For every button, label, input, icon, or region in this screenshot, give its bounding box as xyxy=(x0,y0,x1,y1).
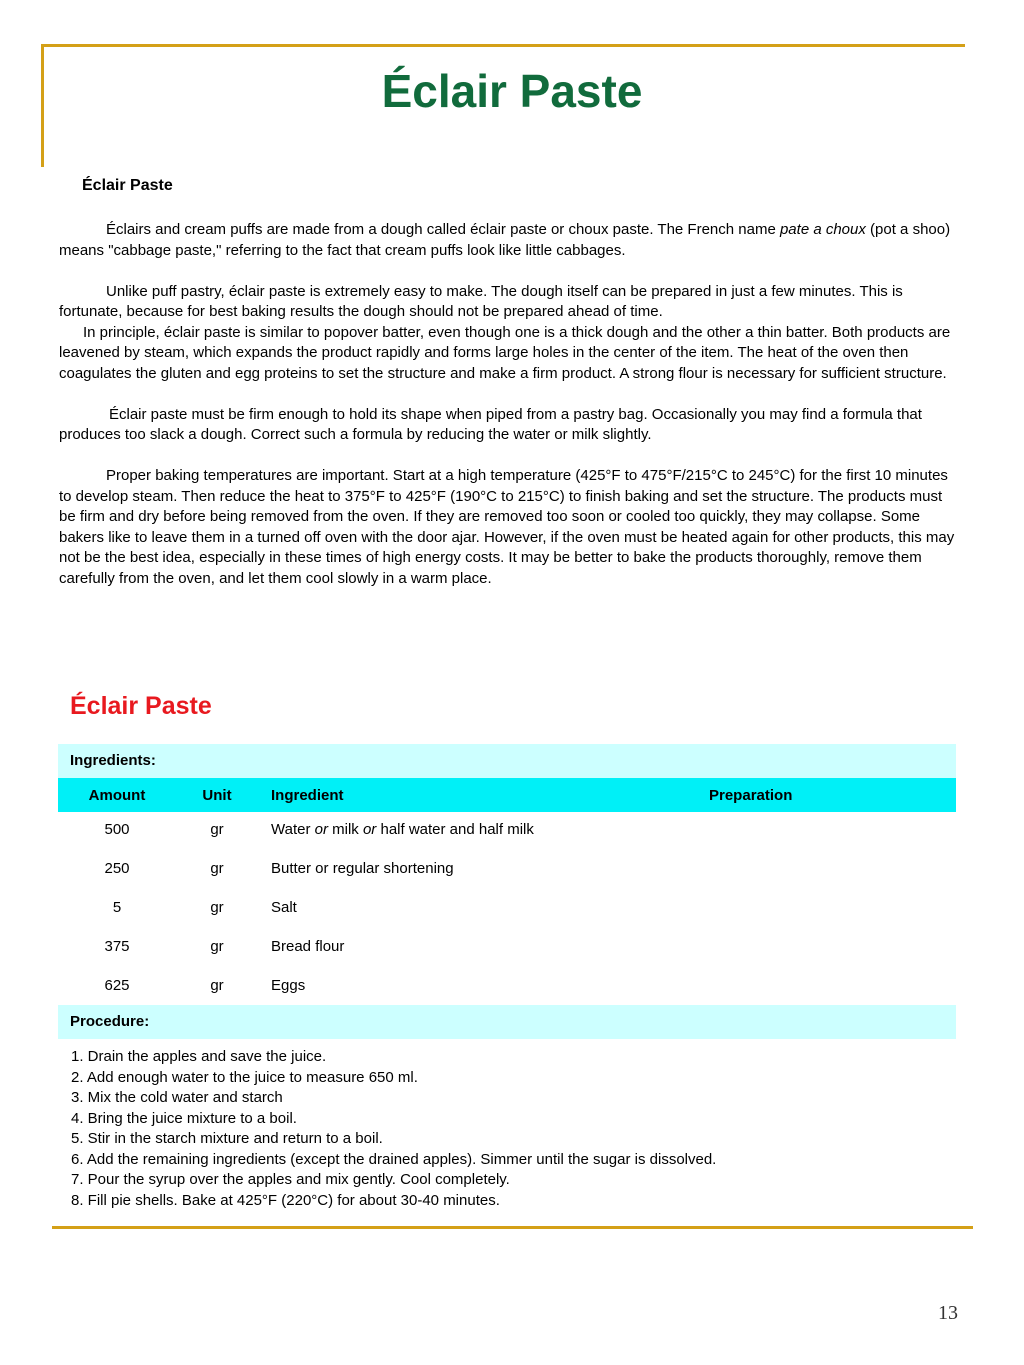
ingredient-cell: Bread flour xyxy=(271,938,345,955)
ingredient-rows xyxy=(58,812,956,1005)
table-row xyxy=(58,852,956,891)
recipe-title: Éclair Paste xyxy=(70,692,212,720)
table-row xyxy=(58,930,956,969)
procedure-step: 4. Bring the juice mixture to a boil. xyxy=(71,1109,297,1127)
french-term: pate a choux xyxy=(779,221,866,238)
intro-text xyxy=(59,220,955,589)
procedure-label: Procedure: xyxy=(58,1005,956,1039)
frame-bottom-line xyxy=(52,1226,973,1229)
section-heading: Éclair Paste xyxy=(82,177,173,194)
amount-cell: 250 xyxy=(104,860,130,877)
frame-top-line xyxy=(41,44,965,47)
column-header-amount: Amount xyxy=(88,786,146,804)
amount-cell: 625 xyxy=(104,977,130,994)
procedure-step: 7. Pour the syrup over the apples and mix gently. Cool completely. xyxy=(71,1171,510,1188)
ingredient-cell: Salt xyxy=(271,899,297,916)
amount-cell: 500 xyxy=(104,821,130,838)
unit-cell: gr xyxy=(210,821,224,838)
column-header-unit: Unit xyxy=(202,786,232,804)
procedure-step: 8. Fill pie shells. Bake at 425°F (220°C) for about 30-40 minutes. xyxy=(71,1191,500,1209)
slide-title: Éclair Paste xyxy=(381,65,643,117)
procedure-step: 3. Mix the cold water and starch xyxy=(71,1089,283,1106)
column-header-preparation: Preparation xyxy=(709,786,793,804)
unit-cell: gr xyxy=(210,899,224,916)
paragraph-4: Éclair paste must be firm enough to hold its shape when piped from a pastry bag. Occasionally you may find a formula that produces too slack a dough. Correct such a formula by reducing the water or milk slightly. xyxy=(59,405,922,443)
amount-cell: 5 xyxy=(112,899,122,916)
paragraph-1: Éclairs and cream puffs are made from a dough called éclair paste or choux paste. The French name pate a choux (pot a shoo) means "cabbage paste," referring to the fact that cream puffs look like little cabbages. xyxy=(59,221,951,259)
table-row xyxy=(58,969,956,1005)
ingredient-cell: Butter or regular shortening xyxy=(271,860,454,877)
page-number: 13 xyxy=(938,1302,958,1324)
procedure-step: 2. Add enough water to the juice to measure 650 ml. xyxy=(71,1068,418,1086)
column-header-row xyxy=(58,778,956,812)
unit-cell: gr xyxy=(210,977,224,994)
procedure-step: 5. Stir in the starch mixture and return to a boil. xyxy=(71,1130,383,1147)
ingredients-label: Ingredients: xyxy=(58,744,956,778)
unit-cell: gr xyxy=(210,860,224,877)
procedure-list xyxy=(58,1039,956,1211)
paragraph-3: In principle, éclair paste is similar to popover batter, even though one is a thick dough and the other a thin batter. Both products are leavened by steam, which expands the product rapidly and forms large holes in the center of the item. The heat of the oven then coagulates the gluten and egg proteins to set the structure and make a firm product. A strong flour is necessary for sufficient structure. xyxy=(59,323,951,382)
recipe-table xyxy=(58,744,956,1211)
table-row xyxy=(58,813,956,852)
paragraph-2: Unlike puff pastry, éclair paste is extremely easy to make. The dough itself can be prepared in just a few minutes. This is fortunate, because for best baking results the dough should not be prepared ahead of time. xyxy=(59,282,903,320)
procedure-step: 1. Drain the apples and save the juice. xyxy=(71,1048,327,1065)
column-header-ingredient: Ingredient xyxy=(271,786,344,804)
unit-cell: gr xyxy=(210,938,224,955)
ingredient-cell: Water or milk or half water and half milk xyxy=(271,821,534,838)
table-row xyxy=(58,891,956,930)
amount-cell: 375 xyxy=(104,938,130,955)
paragraph-5: Proper baking temperatures are important. Start at a high temperature (425°F to 475°F/215°C to 245°C) for the first 10 minutes to develop steam. Then reduce the heat to 375°F to 425°F (190°C to 215°C) to finish baking and set the structure. The products must be firm and dry before being removed from the oven. If they are removed too soon or cooled too quickly, they may collapse. Some bakers like to leave them in a turned off oven with the door ajar. However, if the oven must be heated again for other products, this may not be the best idea, especially in these times of high energy costs. It may be better to bake the products thoroughly, remove them carefully from the oven, and let them cool slowly in a warm place. xyxy=(59,467,955,587)
procedure-step: 6. Add the remaining ingredients (except the drained apples). Simmer until the sugar is dissolved. xyxy=(71,1150,717,1168)
ingredient-cell: Eggs xyxy=(271,977,306,994)
